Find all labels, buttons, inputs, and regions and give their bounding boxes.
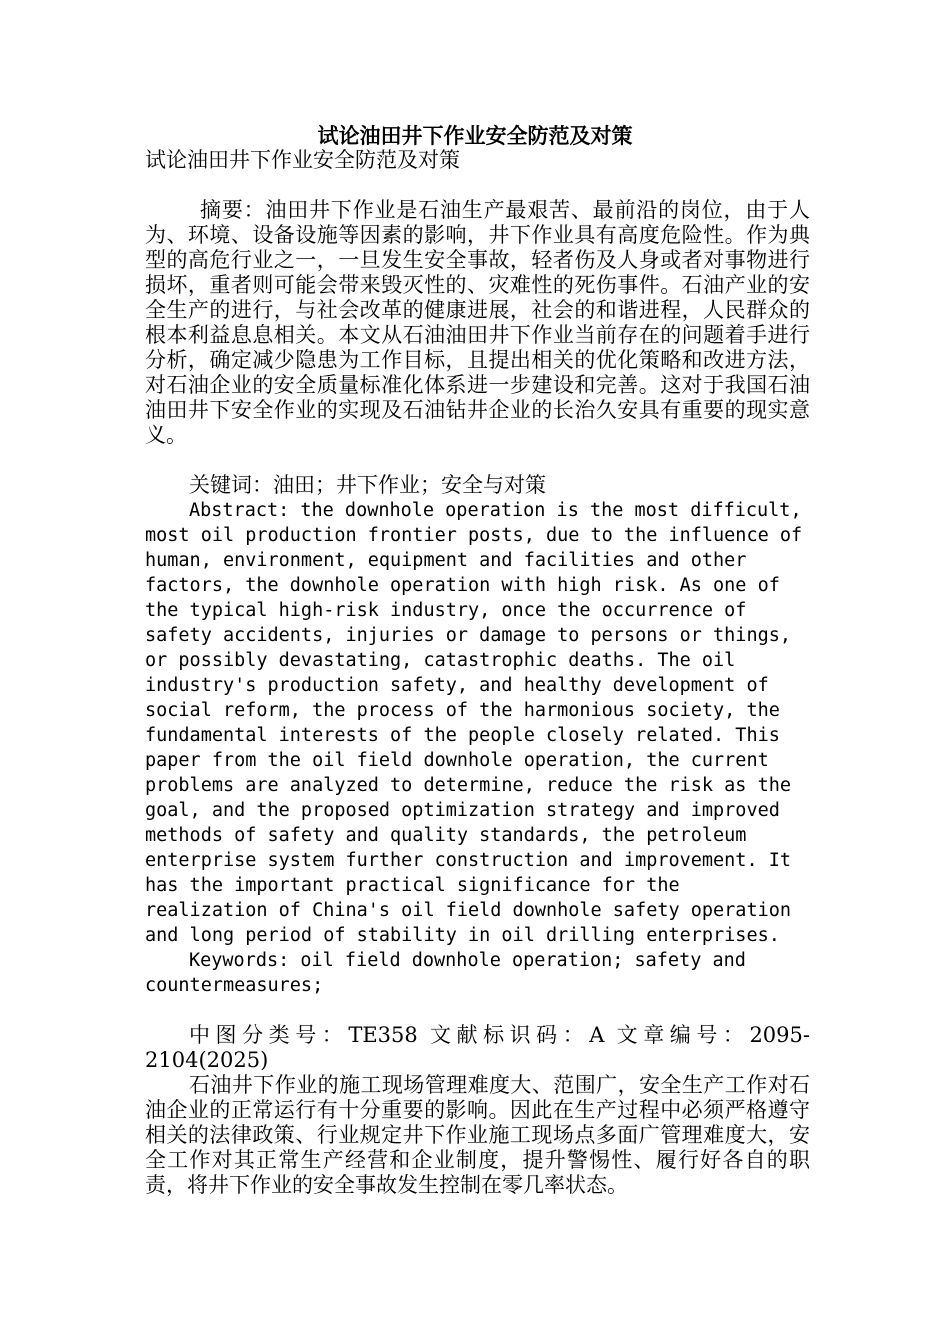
keywords-chinese: 关键词：油田；井下作业；安全与对策 bbox=[189, 473, 546, 497]
abstract-chinese: 摘要：油田井下作业是石油生产最艰苦、最前沿的岗位，由于人为、环境、设备设施等因素的影响，井下作业具有高度危险性。作为典型的高危行业之一，一旦发生安全事故，轻者伤及人身或者对事物进行损坏，重者则可能会带来毁灭性的、灾难性的死伤事件。石油产业的安全生产的进行，与社会改革的健康进展，社会的和谐进程，人民群众的根本利益息息相关。本文从石油油田井下作业当前存在的问题着手进行分析，确定减少隐患为工作目标，且提出相关的优化策略和改进方法，对石油企业的安全质量标准化体系进一步建设和完善。这对于我国石油油田井下安全作业的实现及石油钻井企业的长治久安具有重要的现实意义。 bbox=[145, 198, 810, 447]
document-body bbox=[145, 148, 810, 1198]
classification-line: 中图分类号：TE358 文献标识码：A 文章编号：2095-2104(2025) bbox=[145, 1023, 810, 1072]
spacer bbox=[145, 998, 810, 1023]
spacer bbox=[145, 448, 810, 473]
spacer bbox=[145, 173, 810, 198]
document-subtitle: 试论油田井下作业安全防范及对策 bbox=[145, 148, 460, 172]
abstract-english: Abstract: the downhole operation is the most difficult, most oil production frontier posts, due to the influence of human, environment, equipment and facilities and other factors, the downhole operation with high risk. As one of the typical high-risk industry, once the occurrence of safety accidents, injuries or damage to persons or things, or possibly devastating, catastrophic deaths. The oil industry's production safety, and healthy development of social reform, the process of the harmonious society, the fundamental interests of the people closely related. This paper from the oil field downhole operation, the current problems are analyzed to determine, reduce the risk as the goal, and the proposed optimization strategy and improved methods of safety and quality standards, the petroleum enterprise system further construction and improvement. It has the important practical significance for the realization of China's oil field downhole safety operation and long period of stability in oil drilling enterprises. bbox=[145, 500, 803, 946]
document-title: 试论油田井下作业安全防范及对策 bbox=[317, 124, 633, 148]
keywords-english: Keywords: oil field downhole operation; safety and countermeasures; bbox=[145, 950, 746, 996]
body-paragraph: 石油井下作业的施工现场管理难度大、范围广，安全生产工作对石油企业的正常运行有十分重要的影响。因此在生产过程中必须严格遵守相关的法律政策、行业规定井下作业施工现场点多面广管理难度大，安全工作对其正常生产经营和企业制度，提升警惕性、履行好各自的职责，将井下作业的安全事故发生控制在零几率状态。 bbox=[145, 1073, 810, 1197]
